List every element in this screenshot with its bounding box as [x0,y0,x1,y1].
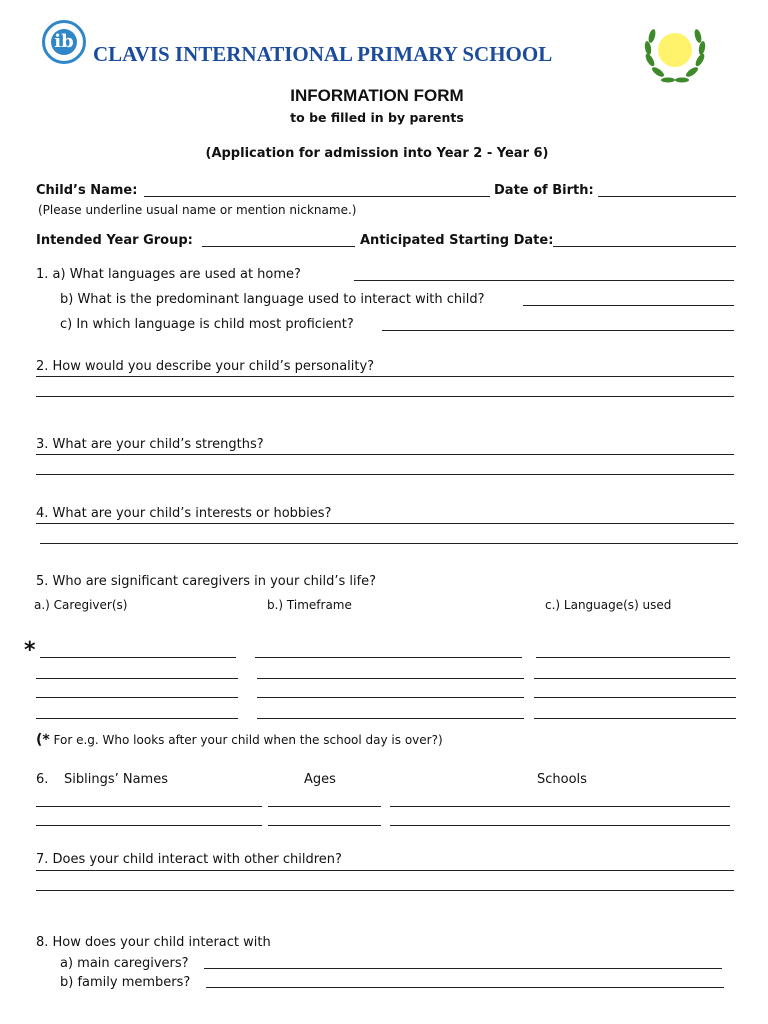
q6-col-schools: Schools [537,772,587,787]
q4-line-1[interactable] [36,523,734,524]
q6-school-line[interactable] [390,825,730,826]
q5-language-line[interactable] [534,678,736,679]
q5-caregiver-line[interactable] [40,657,236,658]
start-date-label: Anticipated Starting Date: [360,233,554,248]
year-group-field[interactable] [202,246,355,247]
q5-col-timeframe: b.) Timeframe [267,598,352,612]
q8-label: 8. How does your child interact with [36,935,271,950]
start-date-field[interactable] [553,246,736,247]
q6-age-line[interactable] [268,825,381,826]
q3-line-1[interactable] [36,454,734,455]
q5-note-text: For e.g. Who looks after your child when the school day is over?) [49,733,443,747]
dob-label: Date of Birth: [494,183,594,198]
q8b-field[interactable] [206,987,724,988]
q1c-field[interactable] [382,330,734,331]
q3-line-2[interactable] [36,474,734,475]
q5-language-line[interactable] [534,697,736,698]
q8a-label: a) main caregivers? [60,956,189,971]
child-name-label: Child’s Name: [36,183,138,198]
q5-caregiver-line[interactable] [36,718,238,719]
q5-caregiver-line[interactable] [36,678,238,679]
q3-label: 3. What are your child’s strengths? [36,437,264,452]
q5-label: 5. Who are significant caregivers in your child’s life? [36,574,377,589]
q5-timeframe-line[interactable] [257,718,524,719]
year-group-label: Intended Year Group: [36,233,193,248]
q5-note [36,732,443,748]
q5-language-line[interactable] [536,657,730,658]
q6-col-names: Siblings’ Names [64,772,168,787]
q7-label: 7. Does your child interact with other children? [36,852,342,867]
q7-line-1[interactable] [36,870,734,871]
q6-col-ages: Ages [304,772,336,787]
q8b-label: b) family members? [60,975,191,990]
q1c-label: c) In which language is child most proficient? [60,317,354,332]
ib-logo-letter: ib [51,29,77,55]
q6-age-line[interactable] [268,806,381,807]
q6-name-line[interactable] [36,825,262,826]
q2-label: 2. How would you describe your child’s personality? [36,359,375,374]
q2-line-2[interactable] [36,396,734,397]
q4-line-2[interactable] [40,543,738,544]
name-note: (Please underline usual name or mention nickname.) [38,203,357,217]
dob-field[interactable] [598,196,736,197]
q5-caregiver-line[interactable] [36,697,238,698]
form-subtitle: to be filled in by parents [290,110,464,125]
q5-timeframe-line[interactable] [255,657,522,658]
q5-note-star: (* [36,732,50,748]
q2-line-1[interactable] [36,376,734,377]
child-name-field[interactable] [144,196,490,197]
q1b-field[interactable] [523,305,734,306]
q1b-label: b) What is the predominant language used to interact with child? [60,292,485,307]
q6-number: 6. [36,772,49,787]
q1a-label: 1. a) What languages are used at home? [36,267,301,282]
q5-timeframe-line[interactable] [257,678,524,679]
q4-label: 4. What are your child’s interests or hobbies? [36,506,332,521]
application-note: (Application for admission into Year 2 - Year 6) [205,146,549,161]
q6-name-line[interactable] [36,806,262,807]
q5-col-language: c.) Language(s) used [545,598,672,612]
q5-col-caregiver: a.) Caregiver(s) [34,598,128,612]
q5-star-marker: * [24,638,36,663]
q8a-field[interactable] [204,968,722,969]
q7-line-2[interactable] [36,890,734,891]
q5-timeframe-line[interactable] [257,697,524,698]
school-emblem-logo [640,20,710,86]
q1a-field[interactable] [354,280,734,281]
q6-school-line[interactable] [390,806,730,807]
q5-language-line[interactable] [534,718,736,719]
school-name: CLAVIS INTERNATIONAL PRIMARY SCHOOL [93,42,553,66]
form-title: INFORMATION FORM [290,86,464,105]
ib-world-school-logo [42,20,86,64]
